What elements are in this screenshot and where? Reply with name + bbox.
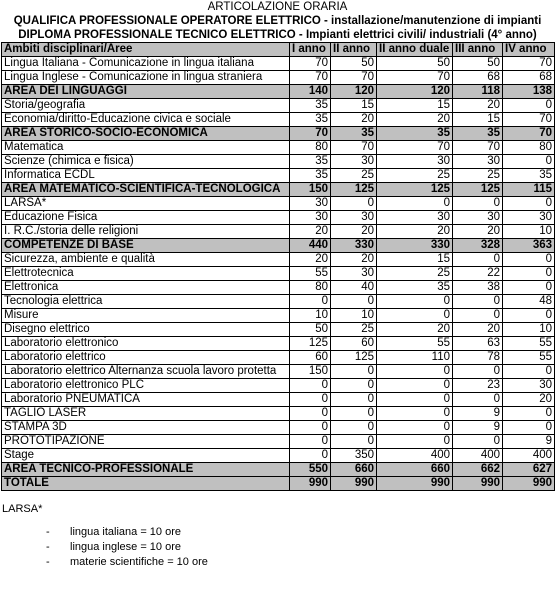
row-label: Laboratorio elettronico: [2, 337, 290, 351]
row-value: 400: [503, 449, 555, 463]
col-header-ambiti: Ambiti disciplinari/Aree: [2, 43, 290, 57]
row-value: 30: [290, 211, 331, 225]
row-value: 125: [331, 183, 377, 197]
row-value: 10: [290, 309, 331, 323]
table-row: [2, 141, 555, 155]
row-value: 990: [377, 477, 453, 491]
row-value: 10: [503, 323, 555, 337]
row-value: 15: [377, 253, 453, 267]
row-value: 70: [331, 141, 377, 155]
row-value: 35: [331, 127, 377, 141]
row-value: 70: [503, 127, 555, 141]
table-row: [2, 197, 555, 211]
row-value: 20: [331, 113, 377, 127]
row-label: AREA STORICO-SOCIO-ECONOMICA: [2, 127, 290, 141]
table-row: [2, 267, 555, 281]
row-value: 10: [503, 225, 555, 239]
row-value: 20: [290, 225, 331, 239]
row-value: 0: [331, 435, 377, 449]
table-row: [2, 155, 555, 169]
row-label: Informatica ECDL: [2, 169, 290, 183]
row-value: 0: [503, 309, 555, 323]
row-label: AREA MATEMATICO-SCIENTIFICA-TECNOLOGICA: [2, 183, 290, 197]
table-row: [2, 99, 555, 113]
row-value: 0: [290, 295, 331, 309]
row-value: 25: [331, 323, 377, 337]
row-label: COMPETENZE DI BASE: [2, 239, 290, 253]
row-value: 60: [290, 351, 331, 365]
row-value: 30: [331, 211, 377, 225]
row-value: 125: [290, 337, 331, 351]
row-value: 400: [377, 449, 453, 463]
row-label: Laboratorio elettrico: [2, 351, 290, 365]
table-row: [2, 463, 555, 477]
row-label: Economia/diritto-Educazione civica e sociale: [2, 113, 290, 127]
row-value: 0: [453, 435, 503, 449]
row-value: 662: [453, 463, 503, 477]
table-row: [2, 435, 555, 449]
row-value: 0: [503, 281, 555, 295]
row-value: 23: [453, 379, 503, 393]
row-label: Scienze (chimica e fisica): [2, 155, 290, 169]
col-header-iii-anno: III anno: [453, 43, 503, 57]
row-value: 627: [503, 463, 555, 477]
row-value: 20: [453, 225, 503, 239]
row-value: 0: [331, 407, 377, 421]
row-value: 38: [453, 281, 503, 295]
row-value: 35: [290, 169, 331, 183]
col-header-i-anno: I anno: [290, 43, 331, 57]
row-value: 35: [290, 155, 331, 169]
table-row: [2, 281, 555, 295]
row-label: Lingua Inglese - Comunicazione in lingua straniera: [2, 71, 290, 85]
row-value: 0: [290, 393, 331, 407]
row-value: 110: [377, 351, 453, 365]
row-value: 35: [290, 99, 331, 113]
row-value: 30: [331, 267, 377, 281]
row-value: 35: [377, 127, 453, 141]
row-label: Disegno elettrico: [2, 323, 290, 337]
col-header-ii-anno: II anno: [331, 43, 377, 57]
table-row: [2, 421, 555, 435]
table-row: [2, 449, 555, 463]
table-row: [2, 225, 555, 239]
row-value: 125: [377, 183, 453, 197]
table-row: [2, 239, 555, 253]
row-label: Stage: [2, 449, 290, 463]
row-value: 0: [331, 365, 377, 379]
row-value: 9: [453, 407, 503, 421]
row-label: Matematica: [2, 141, 290, 155]
row-label: I. R.C./storia delle religioni: [2, 225, 290, 239]
row-value: 15: [453, 113, 503, 127]
row-value: 35: [503, 169, 555, 183]
table-row: [2, 295, 555, 309]
row-value: 328: [453, 239, 503, 253]
row-value: 50: [377, 57, 453, 71]
row-value: 80: [503, 141, 555, 155]
row-label: STAMPA 3D: [2, 421, 290, 435]
footnote-list: [2, 525, 555, 570]
row-value: 350: [331, 449, 377, 463]
row-label: Tecnologia elettrica: [2, 295, 290, 309]
col-header-ii-anno-duale: II anno duale: [377, 43, 453, 57]
table-row: [2, 71, 555, 85]
row-value: 125: [331, 351, 377, 365]
row-value: 115: [503, 183, 555, 197]
row-value: 55: [503, 351, 555, 365]
row-value: 50: [331, 57, 377, 71]
row-value: 150: [290, 365, 331, 379]
footnote-dash: -: [46, 556, 50, 568]
row-value: 30: [377, 211, 453, 225]
row-value: 0: [453, 295, 503, 309]
row-value: 0: [377, 309, 453, 323]
table-row: [2, 211, 555, 225]
row-value: 0: [377, 295, 453, 309]
table-row: [2, 85, 555, 99]
row-value: 70: [453, 141, 503, 155]
table-body: [2, 57, 555, 491]
hours-table: [1, 42, 555, 491]
row-value: 9: [503, 435, 555, 449]
row-value: 0: [503, 99, 555, 113]
row-value: 150: [290, 183, 331, 197]
row-value: 78: [453, 351, 503, 365]
table-row: [2, 365, 555, 379]
row-value: 70: [290, 57, 331, 71]
table-row: [2, 309, 555, 323]
row-value: 70: [331, 71, 377, 85]
row-value: 0: [503, 407, 555, 421]
footnote-dash: -: [46, 526, 50, 538]
row-value: 48: [503, 295, 555, 309]
row-value: 0: [377, 435, 453, 449]
row-value: 50: [453, 57, 503, 71]
row-value: 35: [290, 113, 331, 127]
row-value: 140: [290, 85, 331, 99]
row-label: Laboratorio PNEUMATICA: [2, 393, 290, 407]
header-diploma: DIPLOMA PROFESSIONALE TECNICO ELETTRICO - Impianti elettrici civili/ industriali (4° anno): [18, 29, 537, 41]
row-value: 0: [331, 393, 377, 407]
row-value: 0: [503, 197, 555, 211]
row-value: 0: [503, 421, 555, 435]
row-label: AREA TECNICO-PROFESSIONALE: [2, 463, 290, 477]
row-value: 440: [290, 239, 331, 253]
row-value: 70: [503, 57, 555, 71]
row-value: 30: [290, 197, 331, 211]
row-value: 990: [290, 477, 331, 491]
footnote-dash: -: [46, 541, 50, 553]
row-value: 990: [503, 477, 555, 491]
footnote-text: lingua inglese = 10 ore: [70, 541, 181, 553]
row-value: 0: [290, 449, 331, 463]
row-value: 70: [290, 71, 331, 85]
row-value: 20: [290, 253, 331, 267]
row-value: 25: [377, 169, 453, 183]
table-row: [2, 169, 555, 183]
row-value: 330: [331, 239, 377, 253]
footnote-text: lingua italiana = 10 ore: [70, 526, 181, 538]
row-label: PROTOTIPAZIONE: [2, 435, 290, 449]
document-header: [0, 0, 555, 42]
row-value: 0: [377, 407, 453, 421]
row-value: 0: [503, 253, 555, 267]
row-value: 30: [503, 211, 555, 225]
footnote-text: materie scientifiche = 10 ore: [70, 556, 208, 568]
row-label: Laboratorio elettrico Alternanza scuola lavoro protetta: [2, 365, 290, 379]
table-row: [2, 253, 555, 267]
row-value: 120: [377, 85, 453, 99]
row-value: 70: [503, 113, 555, 127]
row-value: 0: [377, 197, 453, 211]
row-value: 25: [377, 267, 453, 281]
row-label: Lingua Italiana - Comunicazione in lingua italiana: [2, 57, 290, 71]
row-value: 0: [290, 407, 331, 421]
row-value: 0: [290, 421, 331, 435]
table-row: [2, 393, 555, 407]
table-row: [2, 183, 555, 197]
row-value: 30: [503, 379, 555, 393]
row-value: 0: [331, 197, 377, 211]
row-value: 0: [331, 421, 377, 435]
row-value: 70: [377, 71, 453, 85]
table-row: [2, 407, 555, 421]
row-value: 68: [453, 71, 503, 85]
row-label: Elettrotecnica: [2, 267, 290, 281]
table-header-row: [2, 43, 555, 57]
row-value: 660: [331, 463, 377, 477]
row-value: 138: [503, 85, 555, 99]
row-value: 60: [331, 337, 377, 351]
table-row: [2, 323, 555, 337]
header-qualifica: QUALIFICA PROFESSIONALE OPERATORE ELETTRICO - installazione/manutenzione di impianti: [13, 15, 542, 27]
row-value: 400: [453, 449, 503, 463]
row-value: 35: [377, 281, 453, 295]
row-value: 40: [331, 281, 377, 295]
row-value: 30: [453, 211, 503, 225]
footnote-item: [2, 525, 555, 540]
row-value: 22: [453, 267, 503, 281]
row-label: TAGLIO LASER: [2, 407, 290, 421]
footnote-heading: LARSA*: [2, 503, 43, 515]
row-value: 363: [503, 239, 555, 253]
row-label: TOTALE: [2, 477, 290, 491]
row-value: 35: [453, 127, 503, 141]
row-value: 20: [503, 393, 555, 407]
row-value: 0: [377, 379, 453, 393]
row-value: 68: [503, 71, 555, 85]
row-value: 330: [377, 239, 453, 253]
row-value: 70: [377, 141, 453, 155]
row-value: 15: [331, 99, 377, 113]
row-value: 25: [331, 169, 377, 183]
table-row: [2, 57, 555, 71]
header-title: ARTICOLAZIONE ORARIA: [207, 1, 348, 13]
row-value: 70: [290, 127, 331, 141]
row-value: 0: [453, 393, 503, 407]
row-value: 55: [503, 337, 555, 351]
row-value: 660: [377, 463, 453, 477]
row-value: 9: [453, 421, 503, 435]
row-value: 990: [453, 477, 503, 491]
row-value: 0: [290, 379, 331, 393]
row-label: Storia/geografia: [2, 99, 290, 113]
row-value: 118: [453, 85, 503, 99]
row-value: 0: [503, 155, 555, 169]
footnote-item: [2, 555, 555, 570]
row-label: Laboratorio elettronico PLC: [2, 379, 290, 393]
row-value: 0: [453, 197, 503, 211]
row-value: 0: [331, 379, 377, 393]
table-row: [2, 477, 555, 491]
row-value: 20: [331, 225, 377, 239]
footnote-item: [2, 540, 555, 555]
row-value: 55: [290, 267, 331, 281]
row-value: 0: [377, 365, 453, 379]
footnote: [2, 503, 555, 570]
row-value: 120: [331, 85, 377, 99]
row-value: 20: [377, 323, 453, 337]
table-row: [2, 351, 555, 365]
row-label: Misure: [2, 309, 290, 323]
row-value: 0: [503, 365, 555, 379]
row-label: AREA DEI LINGUAGGI: [2, 85, 290, 99]
row-value: 50: [290, 323, 331, 337]
row-value: 125: [453, 183, 503, 197]
row-value: 0: [331, 295, 377, 309]
row-label: Educazione Fisica: [2, 211, 290, 225]
row-value: 20: [453, 99, 503, 113]
row-value: 0: [290, 435, 331, 449]
row-value: 20: [377, 113, 453, 127]
row-label: Sicurezza, ambiente e qualità: [2, 253, 290, 267]
row-value: 0: [453, 365, 503, 379]
row-value: 0: [453, 309, 503, 323]
row-value: 30: [377, 155, 453, 169]
row-value: 55: [377, 337, 453, 351]
table-row: [2, 127, 555, 141]
table-row: [2, 379, 555, 393]
row-value: 80: [290, 141, 331, 155]
col-header-iv-anno: IV anno: [503, 43, 555, 57]
row-value: 15: [377, 99, 453, 113]
table-row: [2, 113, 555, 127]
row-value: 63: [453, 337, 503, 351]
row-value: 30: [331, 155, 377, 169]
row-value: 0: [453, 253, 503, 267]
row-value: 25: [453, 169, 503, 183]
row-value: 10: [331, 309, 377, 323]
row-value: 550: [290, 463, 331, 477]
row-value: 0: [377, 421, 453, 435]
table-row: [2, 337, 555, 351]
row-value: 0: [377, 393, 453, 407]
row-value: 0: [503, 267, 555, 281]
row-label: Elettronica: [2, 281, 290, 295]
row-value: 20: [331, 253, 377, 267]
row-value: 80: [290, 281, 331, 295]
row-label: LARSA*: [2, 197, 290, 211]
row-value: 20: [377, 225, 453, 239]
row-value: 990: [331, 477, 377, 491]
row-value: 30: [453, 155, 503, 169]
row-value: 20: [453, 323, 503, 337]
